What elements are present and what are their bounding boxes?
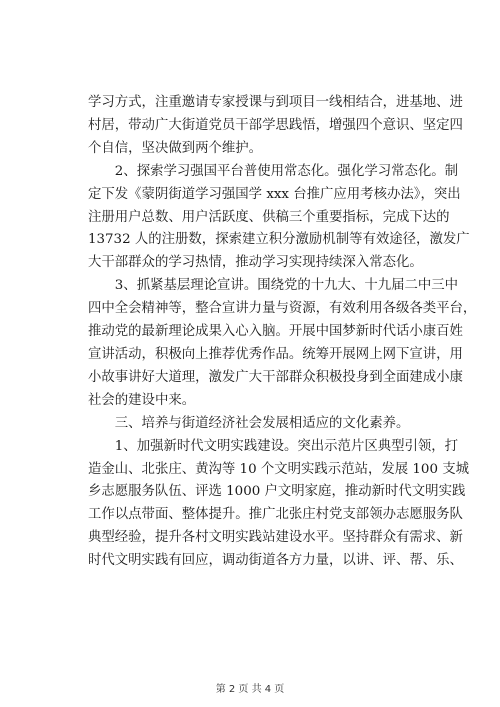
text-line: 乡志愿服务队伍、评选 1000 户文明家庭，推动新时代文明实践 [88, 484, 466, 500]
text-line: 工作以点带面、整体提升。推广北张庄村党支部领办志愿服务队 [88, 507, 463, 523]
text-line: 宣讲活动，积极向上推荐优秀作品。统筹开展网上网下宣讲，用 [88, 346, 463, 362]
document-body [88, 92, 477, 573]
text-line: 村居，带动广大街道党员干部学思践悟，增强四个意识、坚定四 [88, 117, 463, 133]
text-line: 典型经验，提升各村文明实践站建设水平。坚持群众有需求、新 [88, 530, 463, 546]
text-line: 学习方式，注重邀请专家授课与到项目一线相结合，进基地、进 [88, 95, 463, 110]
text-line: 推动党的最新理论成果入心入脑。开展中国梦新时代话小康百姓 [88, 324, 463, 340]
text-line: 时代文明实践有回应，调动街道各方力量，以讲、评、帮、乐、 [88, 553, 463, 569]
text-line: 定下发《蒙阴街道学习强国学 xxx 台推广应用考核办法》，突出 [88, 186, 461, 202]
paragraph-theory-lectures [88, 275, 477, 412]
section-heading [88, 413, 418, 436]
text-line: 大干部群众的学习热情，推动学习实现持续深入常态化。 [88, 255, 423, 271]
text-line: 三、培养与街道经济社会发展相适应的文化素养。 [88, 415, 410, 431]
page-number-footer: 第 2 页 共 4 页 [215, 684, 285, 695]
text-line: 13732 人的注册数，探索建立积分激励机制等有效途径，激发广 [88, 232, 470, 248]
text-line: 小故事讲好大道理，激发广大干部群众积极投身到全面建成小康 [88, 369, 463, 385]
paragraph-study-platform [88, 161, 470, 276]
text-line: 注册用户总数、用户活跃度、供稿三个重要指标，完成下达的 [88, 209, 450, 225]
text-line: 造金山、北张庄、黄沟等 10 个文明实践示范站，发展 100 支城 [88, 461, 469, 477]
text-line: 个自信，坚决做到两个维护。 [88, 140, 263, 156]
text-line: 四中全会精神等，整合宣讲力量与资源，有效利用各级各类平台， [88, 301, 477, 317]
text-line: 3、抓紧基层理论宣讲。围绕党的十九大、十九届二中三中 [88, 278, 459, 294]
text-line: 1、加强新时代文明实践建设。突出示范片区典型引领，打 [88, 438, 459, 454]
text-line: 社会的建设中来。 [88, 392, 196, 408]
text-line: 2、探索学习强国平台普使用常态化。强化学习常态化。制 [88, 163, 459, 179]
paragraph-civilization-practice [88, 436, 469, 573]
paragraph-continuation [88, 92, 463, 161]
